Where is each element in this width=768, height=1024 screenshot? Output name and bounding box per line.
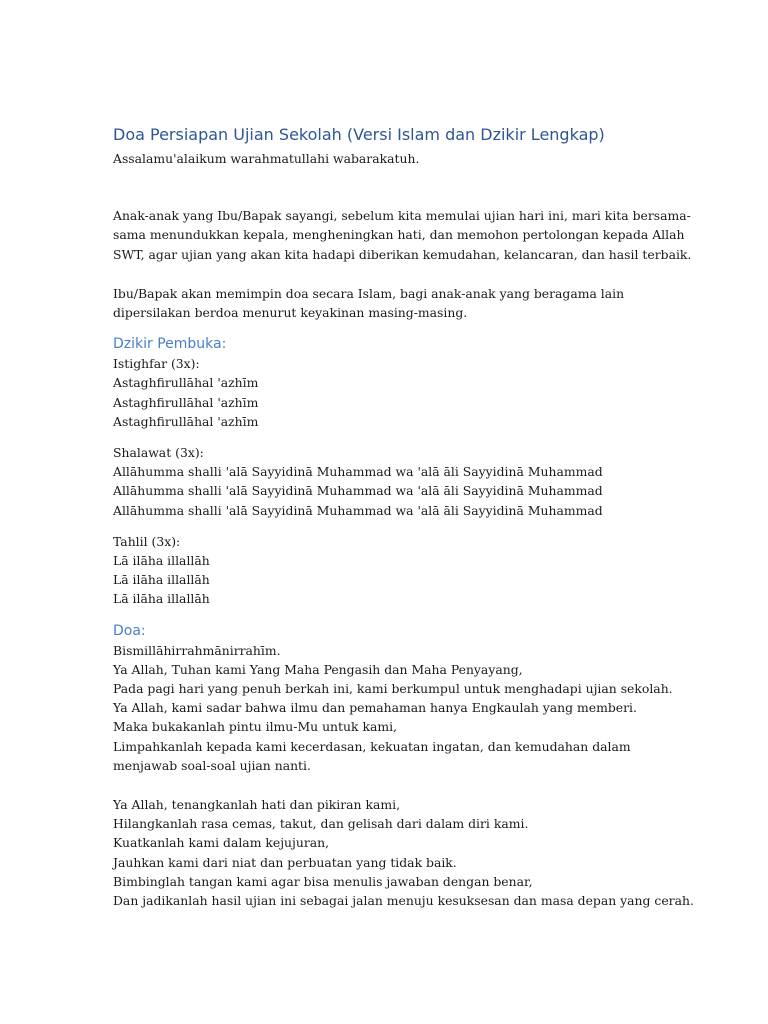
doa-line: Ya Allah, Tuhan kami Yang Maha Pengasih dan Maha Penyayang, [113,661,523,677]
istighfar-line: Astaghfirullāhal 'azhīm [113,375,259,391]
spacer [113,188,658,206]
tahlil-label: Tahlil (3x): [113,533,181,549]
doa-line: Pada pagi hari yang penuh berkah ini, kami berkumpul untuk menghadapi ujian sekolah. [113,681,673,697]
spacer [113,322,658,334]
istighfar-line: Astaghfirullāhal 'azhīm [113,413,259,429]
document-page [113,124,694,910]
doa-line: Bimbinglah tangan kami agar bisa menulis jawaban dengan benar, [113,873,533,889]
document-title: Doa Persiapan Ujian Sekolah (Versi Islam dan Dzikir Lengkap) [113,125,605,144]
doa-line: Maka bukakanlah pintu ilmu-Mu untuk kami, [113,719,397,735]
doa-line: Hilangkanlah rasa cemas, takut, dan gelisah dari dalam diri kami. [113,816,529,832]
intro-paragraph [113,206,692,264]
tahlil-line: Lā ilāha illallāh [113,591,210,607]
doa-line: Limpahkanlah kepada kami kecerdasan, kekuatan ingatan, dan kemudahan dalam [113,738,631,754]
intro-line: SWT, agar ujian yang akan kita hadapi diberikan kemudahan, kelancaran, dan hasil terbaik. [113,246,692,262]
doa-line: Bismillāhirrahmānirrahīm. [113,642,281,658]
doa-heading: Doa: [113,622,146,639]
doa-line: Ya Allah, tenangkanlah hati dan pikiran kami, [113,797,401,813]
istighfar-line: Astaghfirullāhal 'azhīm [113,394,259,410]
dzikir-heading: Dzikir Pembuka: [113,336,227,353]
spacer [113,609,658,621]
doa-line: menjawab soal-soal ujian nanti. [113,757,311,773]
note-line: Ibu/Bapak akan memimpin doa secara Islam, bagi anak-anak yang beragama lain [113,285,625,301]
tahlil-section [113,532,658,609]
doa-line: Jauhkan kami dari niat dan perbuatan yang tidak baik. [113,854,457,870]
spacer [113,168,658,188]
spacer [113,775,658,795]
istighfar-section [113,354,658,431]
spacer [113,264,658,284]
doa-paragraph-1 [113,641,673,775]
shalawat-line: Allāhumma shalli 'alā Sayyidinā Muhammad wa 'alā āli Sayyidinā Muhammad [113,464,603,480]
shalawat-line: Allāhumma shalli 'alā Sayyidinā Muhammad wa 'alā āli Sayyidinā Muhammad [113,502,603,518]
istighfar-label: Istighfar (3x): [113,356,200,372]
greeting: Assalamu'alaikum warahmatullahi wabarakatuh. [113,151,420,166]
doa-line: Ya Allah, kami sadar bahwa ilmu dan pemahaman hanya Engkaulah yang memberi. [113,700,637,716]
tahlil-line: Lā ilāha illallāh [113,572,210,588]
intro-line: Anak-anak yang Ibu/Bapak sayangi, sebelum kita memulai ujian hari ini, mari kita bersama- [113,208,691,224]
doa-line: Kuatkanlah kami dalam kejujuran, [113,835,330,851]
doa-paragraph-2 [113,795,694,910]
shalawat-label: Shalawat (3x): [113,445,204,461]
shalawat-section [113,443,658,520]
tahlil-line: Lā ilāha illallāh [113,553,210,569]
intro-line: sama menundukkan kepala, mengheningkan hati, dan memohon pertolongan kepada Allah [113,227,685,243]
spacer [113,520,658,532]
doa-line: Dan jadikanlah hasil ujian ini sebagai jalan menuju kesuksesan dan masa depan yang cerah. [113,893,694,909]
note-paragraph [113,284,658,322]
spacer [113,431,658,443]
note-line: dipersilakan berdoa menurut keyakinan masing-masing. [113,305,468,321]
shalawat-line: Allāhumma shalli 'alā Sayyidinā Muhammad wa 'alā āli Sayyidinā Muhammad [113,483,603,499]
